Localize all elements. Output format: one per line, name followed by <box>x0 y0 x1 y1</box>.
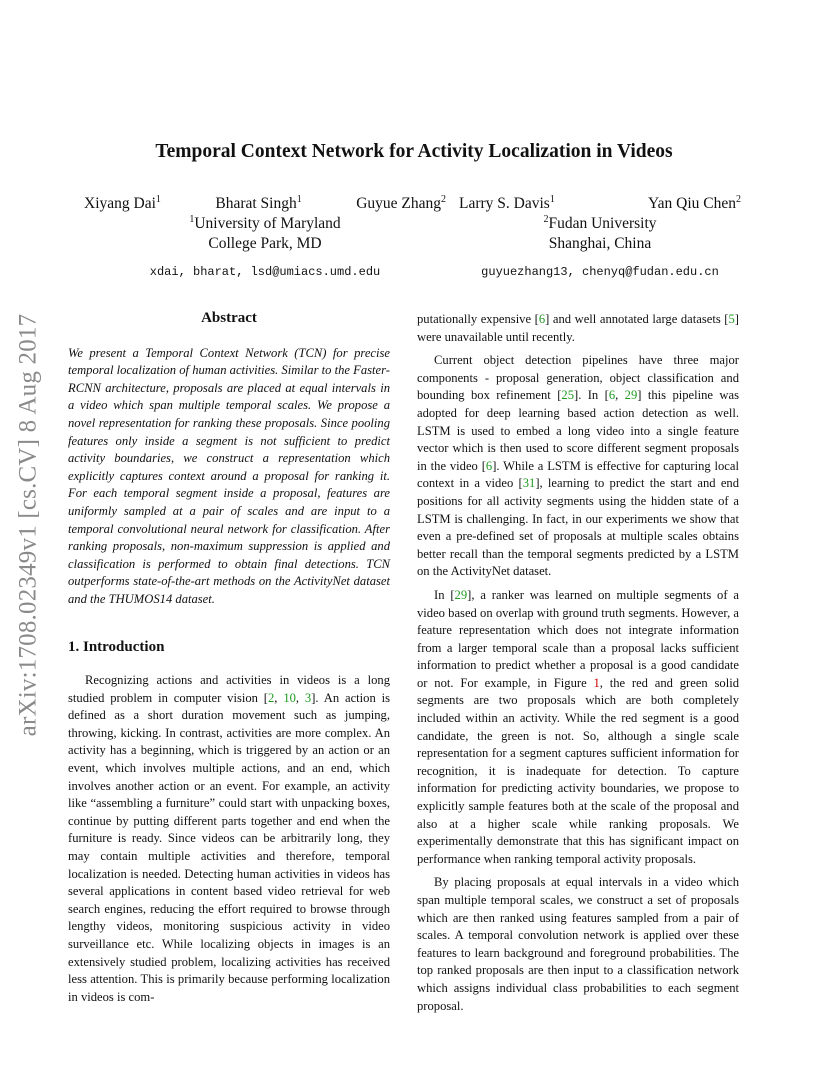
right-column <box>417 311 739 1015</box>
citation-link[interactable]: 5 <box>728 312 735 326</box>
citation-link[interactable]: 3 <box>304 690 312 705</box>
author-emails: guyuezhang13, chenyq@fudan.edu.cn <box>481 265 719 279</box>
citation-link[interactable]: 6 <box>608 388 616 403</box>
intro-paragraph: In [29], a ranker was learned on multiple segments of a video based on overlap with ground truth segments. However, a feature representation which does not integrate information from a larger temporal scale than a proposal lacks sufficient information to predict whether a proposal is a good candidate or not. For example, in Figure 1, the red and green solid segments are two proposals which are both completely included within an activity. While the red segment is a good candidate, the green is not. So, although a single scale representation for a segment captures sufficient information for recognition, it is inadequate for detection. To capture information for predicting activity boundaries, we propose to explicitly sample features both at the scale of the proposal and also at a higher scale while ranking proposals. We experimentally demonstrate that this has significant impact on performance when ranking temporal activity proposals. <box>417 587 739 866</box>
author-name: Yan Qiu Chen$^2$ <box>648 193 741 212</box>
affiliation-location: Shanghai, China <box>548 235 652 252</box>
affiliation-institution: $^1$University of Maryland <box>189 213 341 232</box>
intro-paragraph: By placing proposals at equal intervals in a video which span multiple temporal scales, we construct a set of proposals which are then ranked using features sampled from a pair of scales. A temporal convolution network is applied over these features to learn background and foreground probabilities. The top ranked proposals are then input to a classification network which assigns individual class probabilities to each segment proposal. <box>417 875 739 1013</box>
affiliation-institution: $^2$Fudan University <box>543 213 657 232</box>
abstract-heading: Abstract <box>201 310 257 326</box>
citation-link[interactable]: 31 <box>522 476 536 491</box>
author-names-right <box>455 194 745 214</box>
author-block-left <box>80 194 450 282</box>
author-name: Bharat Singh$^1$ <box>215 193 302 212</box>
author-name: Xiyang Dai$^1$ <box>84 193 161 212</box>
affiliation-location: College Park, MD <box>208 235 322 252</box>
citation-link[interactable]: 6 <box>538 312 546 326</box>
author-names-left <box>80 194 450 214</box>
figure-reference-link[interactable]: 1 <box>593 675 600 690</box>
paper-title: Temporal Context Network for Activity Localization in Videos <box>155 141 673 162</box>
citation-link[interactable]: 2 <box>268 690 275 705</box>
author-name: Guyue Zhang$^2$ <box>356 193 446 212</box>
intro-paragraph: Recognizing actions and activities in videos is a long studied problem in computer vision [2, 10, 3]. An action is defined as a short duration movement such as jumping, throwing, kicking. In contrast, activities are more complex. An activity has a beginning, which is triggered by an action or an event, which involves multiple actions, and an end, which involves another action or an event. For example, an activity like “assembling a furniture” could start with unpacking boxes, continue by putting different parts together and end when the furniture is ready. Since videos can be arbitrarily long, they may contain multiple activities and therefore, temporal localization is needed. Detecting human activities in videos has several applications in content based video retrieval for web search engines, reducing the effort required to browse through lengthy videos, monitoring suspicious activity in video surveillance etc. While localizing objects in images is an extensively studied problem, localizing activities has received less attention. This is primarily because performing localization in videos is com- <box>68 673 391 1004</box>
intro-paragraph: Current object detection pipelines have three major components - proposal generation, object classification and bounding box refinement [25]. In [6, 29] this pipeline was adopted for deep learning based action detection as well. LSTM is used to embed a long video into a single feature vector which is then used to score different segment proposals in the video [6]. While a LSTM is effective for capturing local context in a video [31], learning to predict the start and end positions for all activity segments using the hidden state of a LSTM is challenging. In fact, in our experiments we show that even a pre-defined set of proposals at multiple scales obtains better recall than the temporal segments predicted by a LSTM on the ActivityNet dataset. <box>417 353 739 579</box>
author-name: Larry S. Davis$^1$ <box>459 193 555 212</box>
author-block-right <box>455 194 745 282</box>
intro-paragraph-continued: putationally expensive [6] and well annotated large datasets [5] were unavailable until recently. <box>417 312 739 344</box>
arxiv-identifier-stamp <box>8 290 48 760</box>
arxiv-id-text: arXiv:1708.02349v1 [cs.CV] 8 Aug 2017 <box>14 313 41 737</box>
citation-link[interactable]: 29 <box>454 587 468 602</box>
author-emails: xdai, bharat, lsd@umiacs.umd.edu <box>149 265 381 279</box>
abstract-text: We present a Temporal Context Network (TCN) for precise temporal localization of human activities. Similar to the Faster-RCNN architecture, proposals are placed at equal intervals in a video which span multiple temporal scales. We propose a novel representation for ranking these proposals. Since pooling features only inside a segment is not sufficient to predict activity boundaries, we construct a representation which explicitly captures context around a proposal for ranking it. For each temporal segment inside a proposal, features are uniformly sampled at a pair of scales and are input to a temporal convolutional neural network for classification. After ranking proposals, non-maximum suppression is applied and classification is performed to obtain final detections. TCN outperforms state-of-the-art methods on the ActivityNet dataset and the THUMOS14 dataset. <box>68 345 390 606</box>
citation-link[interactable]: 25 <box>561 388 574 403</box>
citation-link[interactable]: 6 <box>485 458 493 473</box>
citation-link[interactable]: 10 <box>283 690 296 705</box>
left-column <box>68 310 390 1006</box>
section-heading-introduction: 1. Introduction <box>68 638 165 655</box>
citation-link[interactable]: 29 <box>624 388 638 403</box>
